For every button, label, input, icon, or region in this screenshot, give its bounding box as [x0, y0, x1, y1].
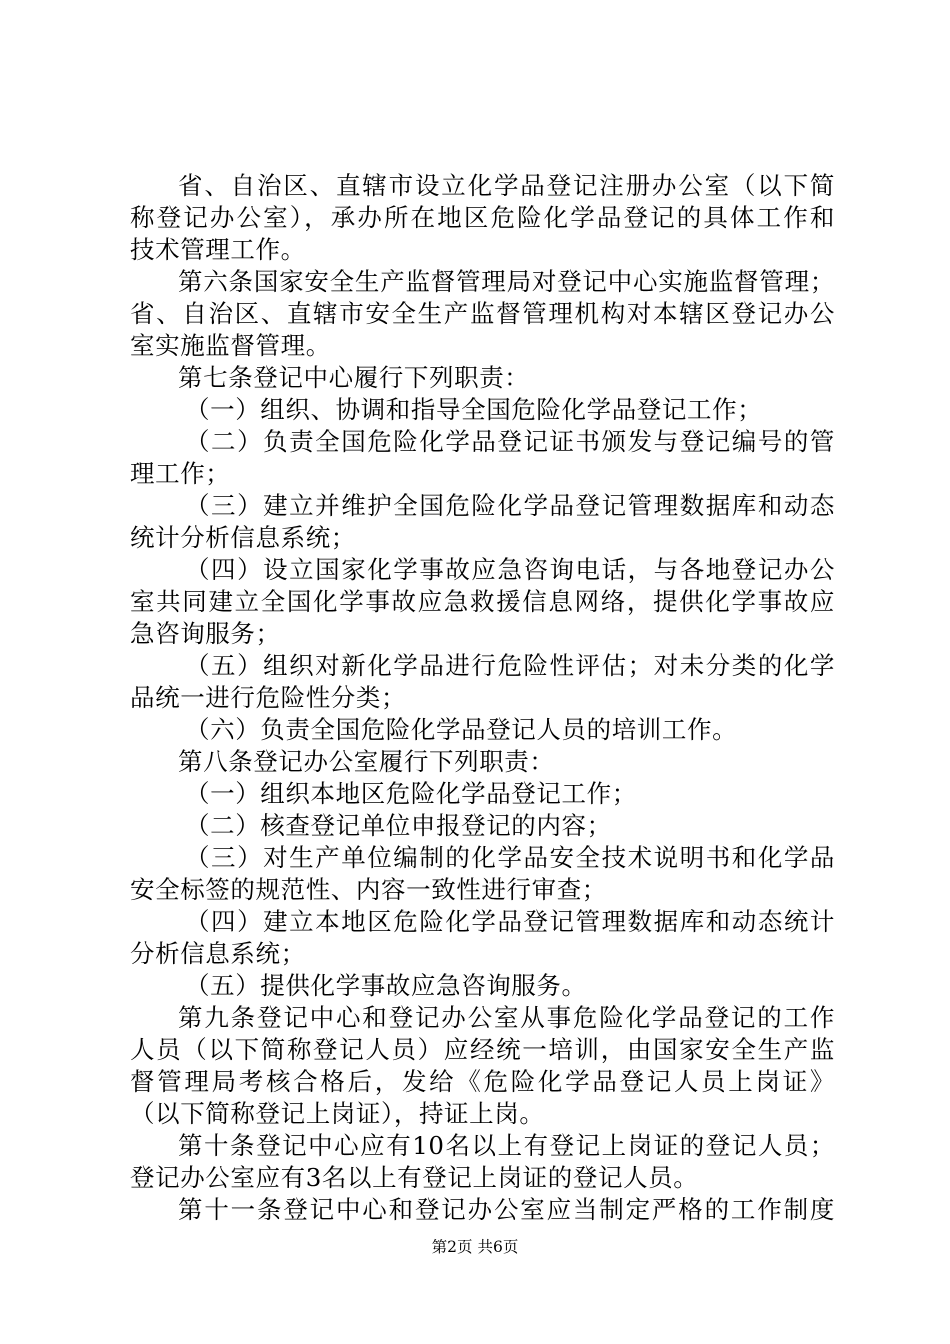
- text-line: 称登记办公室），承办所在地区危险化学品登记的具体工作和: [130, 203, 835, 232]
- text-line: （一）组织本地区危险化学品登记工作；: [185, 779, 637, 808]
- text-line: 第十条登记中心应有10名以上有登记上岗证的登记人员；: [178, 1131, 835, 1160]
- text-line: 技术管理工作。: [130, 235, 306, 264]
- text-line: 第六条国家安全生产监督管理局对登记中心实施监督管理；: [178, 267, 835, 296]
- text-line: 督管理局考核合格后，发给《危险化学品登记人员上岗证》: [130, 1067, 835, 1096]
- text-line: （五）提供化学事故应急咨询服务。: [185, 971, 587, 1000]
- text-line: （五）组织对新化学品进行危险性评估；对未分类的化学: [185, 651, 835, 680]
- text-line: 急咨询服务；: [130, 619, 281, 648]
- document-body: [130, 170, 835, 1226]
- text-line: （二）负责全国危险化学品登记证书颁发与登记编号的管: [185, 427, 835, 456]
- text-line: 人员（以下简称登记人员）应经统一培训，由国家安全生产监: [130, 1035, 835, 1064]
- page-number: 第2页 共6页: [431, 1238, 519, 1256]
- text-line: 室实施监督管理。: [130, 331, 331, 360]
- text-line: 统计分析信息系统；: [130, 523, 356, 552]
- text-line: 登记办公室应有3名以上有登记上岗证的登记人员。: [130, 1163, 699, 1192]
- text-line: 分析信息系统；: [130, 939, 306, 968]
- text-line: 第十一条登记中心和登记办公室应当制定严格的工作制度: [178, 1195, 835, 1224]
- text-line: （三）建立并维护全国危险化学品登记管理数据库和动态: [185, 491, 835, 520]
- text-line: （四）设立国家化学事故应急咨询电话，与各地登记办公: [185, 555, 835, 584]
- text-line: 省、自治区、直辖市安全生产监督管理机构对本辖区登记办公: [130, 299, 835, 328]
- text-line: 品统一进行危险性分类；: [130, 683, 407, 712]
- text-line: （六）负责全国危险化学品登记人员的培训工作。: [185, 715, 738, 744]
- text-line: 第九条登记中心和登记办公室从事危险化学品登记的工作: [178, 1003, 835, 1032]
- text-line: （二）核查登记单位申报登记的内容；: [185, 811, 612, 840]
- text-line: 第七条登记中心履行下列职责：: [178, 363, 530, 392]
- text-line: 省、自治区、直辖市设立化学品登记注册办公室（以下简: [178, 171, 835, 200]
- text-line: 第八条登记办公室履行下列职责：: [178, 747, 555, 776]
- text-line: （一）组织、协调和指导全国危险化学品登记工作；: [185, 395, 763, 424]
- page-footer: [0, 1237, 950, 1257]
- text-line: （三）对生产单位编制的化学品安全技术说明书和化学品: [185, 843, 835, 872]
- text-line: 安全标签的规范性、内容一致性进行审查；: [130, 875, 607, 904]
- text-line: 理工作；: [130, 459, 231, 488]
- text-line: 室共同建立全国化学事故应急救援信息网络，提供化学事故应: [130, 587, 835, 616]
- text-line: （四）建立本地区危险化学品登记管理数据库和动态统计: [185, 907, 835, 936]
- text-line: （以下简称登记上岗证），持证上岗。: [130, 1099, 545, 1128]
